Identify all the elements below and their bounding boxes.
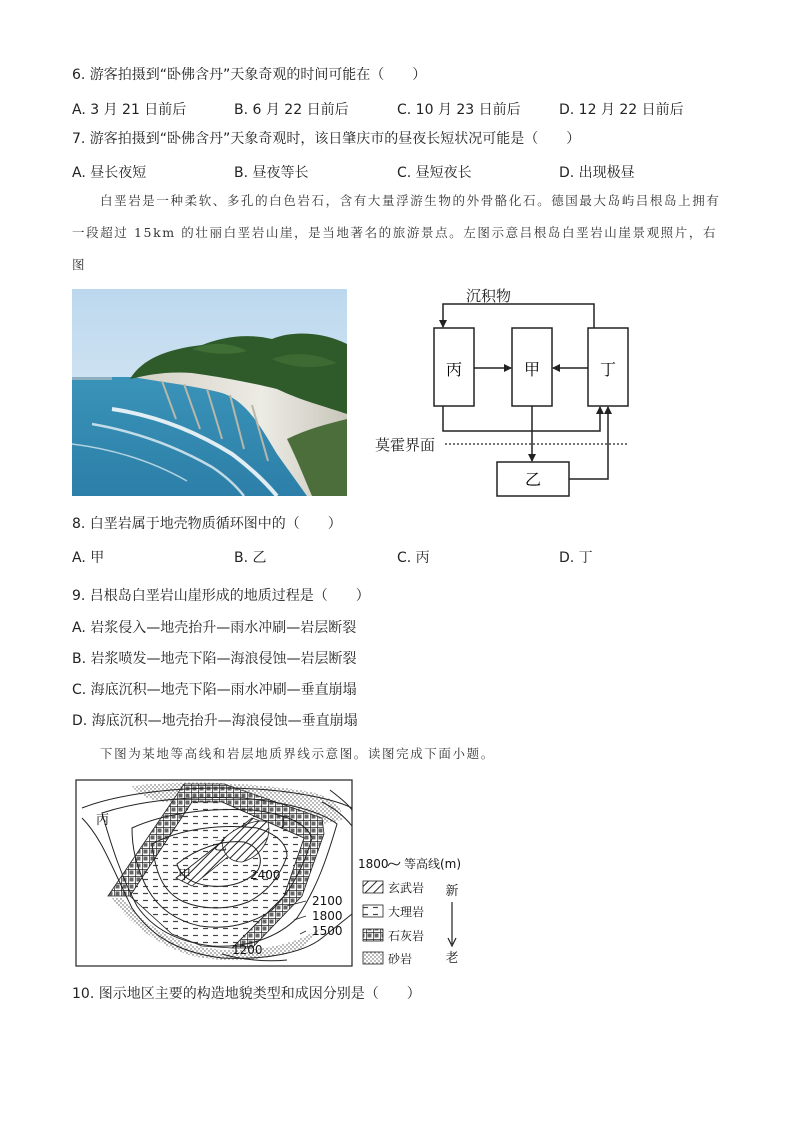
cliff-photo: [72, 289, 347, 496]
legend-swatch-sandstone: [363, 952, 383, 964]
label-moho: 莫霍界面: [375, 436, 436, 454]
box-jia-label: 甲: [523, 360, 541, 379]
arrow-sediment-to-bing: [443, 304, 594, 328]
contour-label-1500: 1500: [312, 924, 343, 938]
q6-option-d[interactable]: D. 12 月 22 日前后: [559, 102, 684, 118]
q9-option-a[interactable]: A. 岩浆侵入—地壳抬升—雨水冲刷—岩层断裂: [72, 620, 357, 636]
q6-options: [72, 99, 732, 117]
q6-stem: 6. 游客拍摄到“卧佛含丹”天象奇观的时间可能在（ ）: [72, 67, 427, 83]
q8-option-c[interactable]: C. 丙: [397, 550, 430, 566]
q9-option-c[interactable]: C. 海底沉积—地壳下陷—雨水冲刷—垂直崩塌: [72, 682, 357, 698]
q10-stem: 10. 图示地区主要的构造地貌类型和成因分别是（ ）: [72, 986, 421, 1002]
box-yi-label: 乙: [524, 470, 542, 489]
q8-option-a[interactable]: A. 甲: [72, 550, 105, 566]
q8-option-d[interactable]: D. 丁: [559, 550, 593, 566]
legend-limestone: 石灰岩: [388, 929, 425, 943]
q6-option-a[interactable]: A. 3 月 21 日前后: [72, 102, 187, 118]
legend-sandstone: 砂岩: [388, 952, 413, 966]
legend-contour-label: 等高线(m): [404, 857, 462, 871]
q9-option-d[interactable]: D. 海底沉积—地壳抬升—海浪侵蚀—垂直崩塌: [72, 713, 358, 729]
q6-option-b[interactable]: B. 6 月 22 日前后: [234, 102, 349, 118]
q7-option-d[interactable]: D. 出现极昼: [559, 165, 635, 181]
q8-stem: 8. 白垩岩属于地壳物质循环图中的（ ）: [72, 516, 342, 532]
legend-swatch-basalt: [363, 881, 383, 893]
q7-options: [72, 162, 732, 180]
q9-stem: 9. 吕根岛白垩岩山崖形成的地质过程是（ ）: [72, 588, 370, 604]
q6-option-c[interactable]: C. 10 月 23 日前后: [397, 102, 521, 118]
passage-contour-text: 下图为某地等高线和岩层地质界线示意图。读图完成下面小题。: [100, 746, 495, 761]
legend-swatch-limestone: [363, 929, 383, 941]
contour-label-2100: 2100: [312, 894, 343, 908]
contour-label-2400: 2400: [250, 868, 281, 882]
place-bing: 丙: [96, 813, 110, 828]
place-yi: 乙: [214, 839, 228, 854]
arrow-yi-to-ding: [569, 407, 608, 479]
place-jia: 甲: [178, 868, 192, 883]
box-ding-label: 丁: [599, 360, 617, 379]
q7-stem: 7. 游客拍摄到“卧佛含丹”天象奇观时，该日肇庆市的昼夜长短状况可能是（ ）: [72, 131, 581, 147]
passage-chalk-line-1: 白垩岩是一种柔软、多孔的白色岩石，含有大量浮游生物的外骨骼化石。德国最大岛屿吕根岛上拥有: [100, 193, 721, 208]
contour-label-1200: 1200: [232, 943, 263, 957]
legend-older: 老: [445, 951, 459, 966]
contour-label-1800: 1800: [312, 909, 343, 923]
box-bing-label: 丙: [445, 360, 463, 379]
q7-option-a[interactable]: A. 昼长夜短: [72, 165, 147, 181]
q9-option-b[interactable]: B. 岩浆喷发—地壳下陷—海浪侵蚀—岩层断裂: [72, 651, 357, 667]
passage-chalk-line-2: 一段超过 15km 的壮丽白垩岩山崖，是当地著名的旅游景点。左图示意吕根岛白垩岩山崖景观照片，右图: [72, 225, 718, 272]
legend-basalt: 玄武岩: [388, 881, 425, 895]
contour-geology-map: [72, 778, 472, 970]
passage-contour: [72, 738, 722, 770]
legend-newer: 新: [445, 884, 459, 899]
q8-options: [72, 547, 732, 565]
q8-option-b[interactable]: B. 乙: [234, 550, 267, 566]
q7-option-c[interactable]: C. 昼短夜长: [397, 165, 472, 181]
label-sediment: 沉积物: [466, 287, 512, 305]
q7-option-b[interactable]: B. 昼夜等长: [234, 165, 309, 181]
arrow-bing-to-ding: [443, 406, 600, 431]
rock-cycle-diagram: [370, 284, 640, 502]
legend-contour-symbol: [388, 862, 400, 866]
place-ding: 丁: [277, 815, 291, 830]
legend-marble: 大理岩: [388, 905, 425, 919]
legend-contour-value: 1800: [358, 857, 389, 871]
legend-swatch-marble: [363, 905, 383, 917]
